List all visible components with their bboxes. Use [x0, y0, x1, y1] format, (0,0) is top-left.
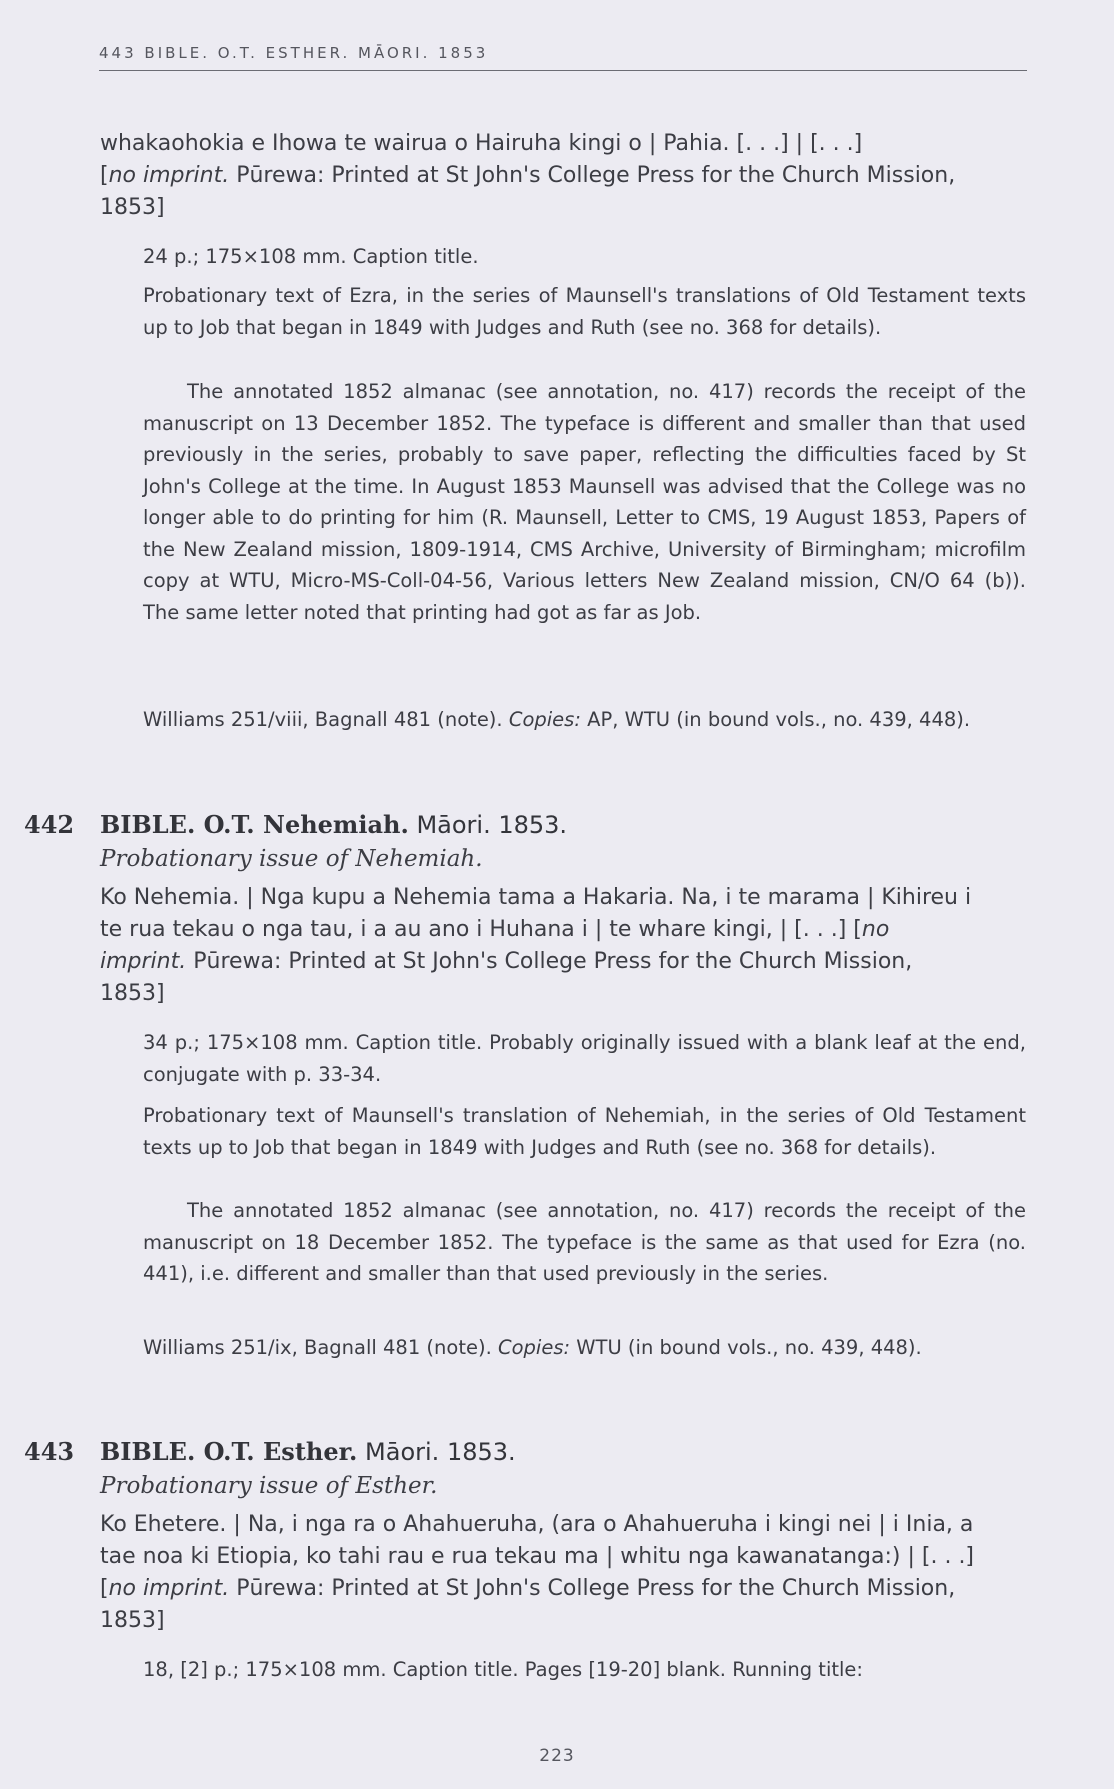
entry-number: 442: [24, 810, 75, 839]
entry-heading: BIBLE. O.T. Nehemiah. Māori. 1853.: [100, 810, 568, 839]
entry-heading: BIBLE. O.T. Esther. Māori. 1853.: [100, 1437, 516, 1466]
entry-subtitle: Probationary issue of Nehemiah.: [100, 846, 483, 872]
entry-441-title-continuation: whakaohokia e Ihowa te wairua o Hairuha kingi o | Pahia. [. . .] | [. . .] [no imprint. Pūrewa: Printed at St John's College Press for the Church Mission, 1853]: [100, 131, 956, 220]
entry-transcribed-title: Ko Nehemia. | Nga kupu a Nehemia tama a Hakaria. Na, i te marama | Kihireu i te rua tekau o nga tau, i a au ano i Huhana i | te whare kingi, | [. . .] [no imprint. Pūrewa: Printed at St John's College Press for the Church Mission, 1853]: [100, 885, 972, 1006]
entry-transcribed-title: Ko Ehetere. | Na, i nga ra o Ahahueruha, (ara o Ahahueruha i kingi nei | i Inia, a tae noa ki Etiopia, ko tahi rau e rua tekau ma | whitu nga kawanatanga:) | [. . .] [no imprint. Pūrewa: Printed at St John's College Press for the Church Mission, 1853]: [100, 1512, 975, 1633]
entry-441-collation: 24 p.; 175×108 mm. Caption title.: [143, 245, 479, 268]
entry-references: Williams 251/ix, Bagnall 481 (note). Copies: WTU (in bound vols., no. 439, 448).: [143, 1336, 922, 1359]
entry-number: 443: [24, 1437, 75, 1466]
entry-441-note-2: The annotated 1852 almanac (see annotation, no. 417) records the receipt of the manuscript on 13 December 1852. The typeface is different and smaller than that used previously in the series, probably to save paper, reflecting the difficulties faced by St John's College at the time. In August 1853 Maunsell was advised that the College was no longer able to do printing for him (R. Maunsell, Letter to CMS, 19 August 1853, Papers of the New Zealand mission, 1809-1914, CMS Archive, University of Birmingham; microfilm copy at WTU, Micro-MS-Coll-04-56, Various letters New Zealand mission, CN/O 64 (b)). The same letter noted that printing had got as far as Job.: [143, 380, 1026, 624]
entry-collation: 18, [2] p.; 175×108 mm. Caption title. Pages [19-20] blank. Running title:: [143, 1658, 863, 1681]
entry-note-2: The annotated 1852 almanac (see annotation, no. 417) records the receipt of the manuscript on 18 December 1852. The typeface is the same as that used for Ezra (no. 441), i.e. different and smaller than that used previously in the series.: [143, 1199, 1026, 1285]
running-head: 443 BIBLE. O.T. ESTHER. MĀORI. 1853: [99, 44, 489, 62]
entry-note-1: Probationary text of Maunsell's translation of Nehemiah, in the series of Old Testament texts up to Job that began in 1849 with Judges and Ruth (see no. 368 for details).: [143, 1104, 1026, 1159]
header-rule: [99, 70, 1027, 71]
page-number: 223: [539, 1746, 575, 1766]
entry-collation: 34 p.; 175×108 mm. Caption title. Probably originally issued with a blank leaf at the end, conjugate with p. 33-34.: [143, 1031, 1026, 1086]
entry-subtitle: Probationary issue of Esther.: [100, 1473, 438, 1499]
entry-441-references: Williams 251/viii, Bagnall 481 (note). Copies: AP, WTU (in bound vols., no. 439, 448).: [143, 708, 971, 731]
entry-441-note-1: Probationary text of Ezra, in the series of Maunsell's translations of Old Testament texts up to Job that began in 1849 with Judges and Ruth (see no. 368 for details).: [143, 284, 1026, 339]
